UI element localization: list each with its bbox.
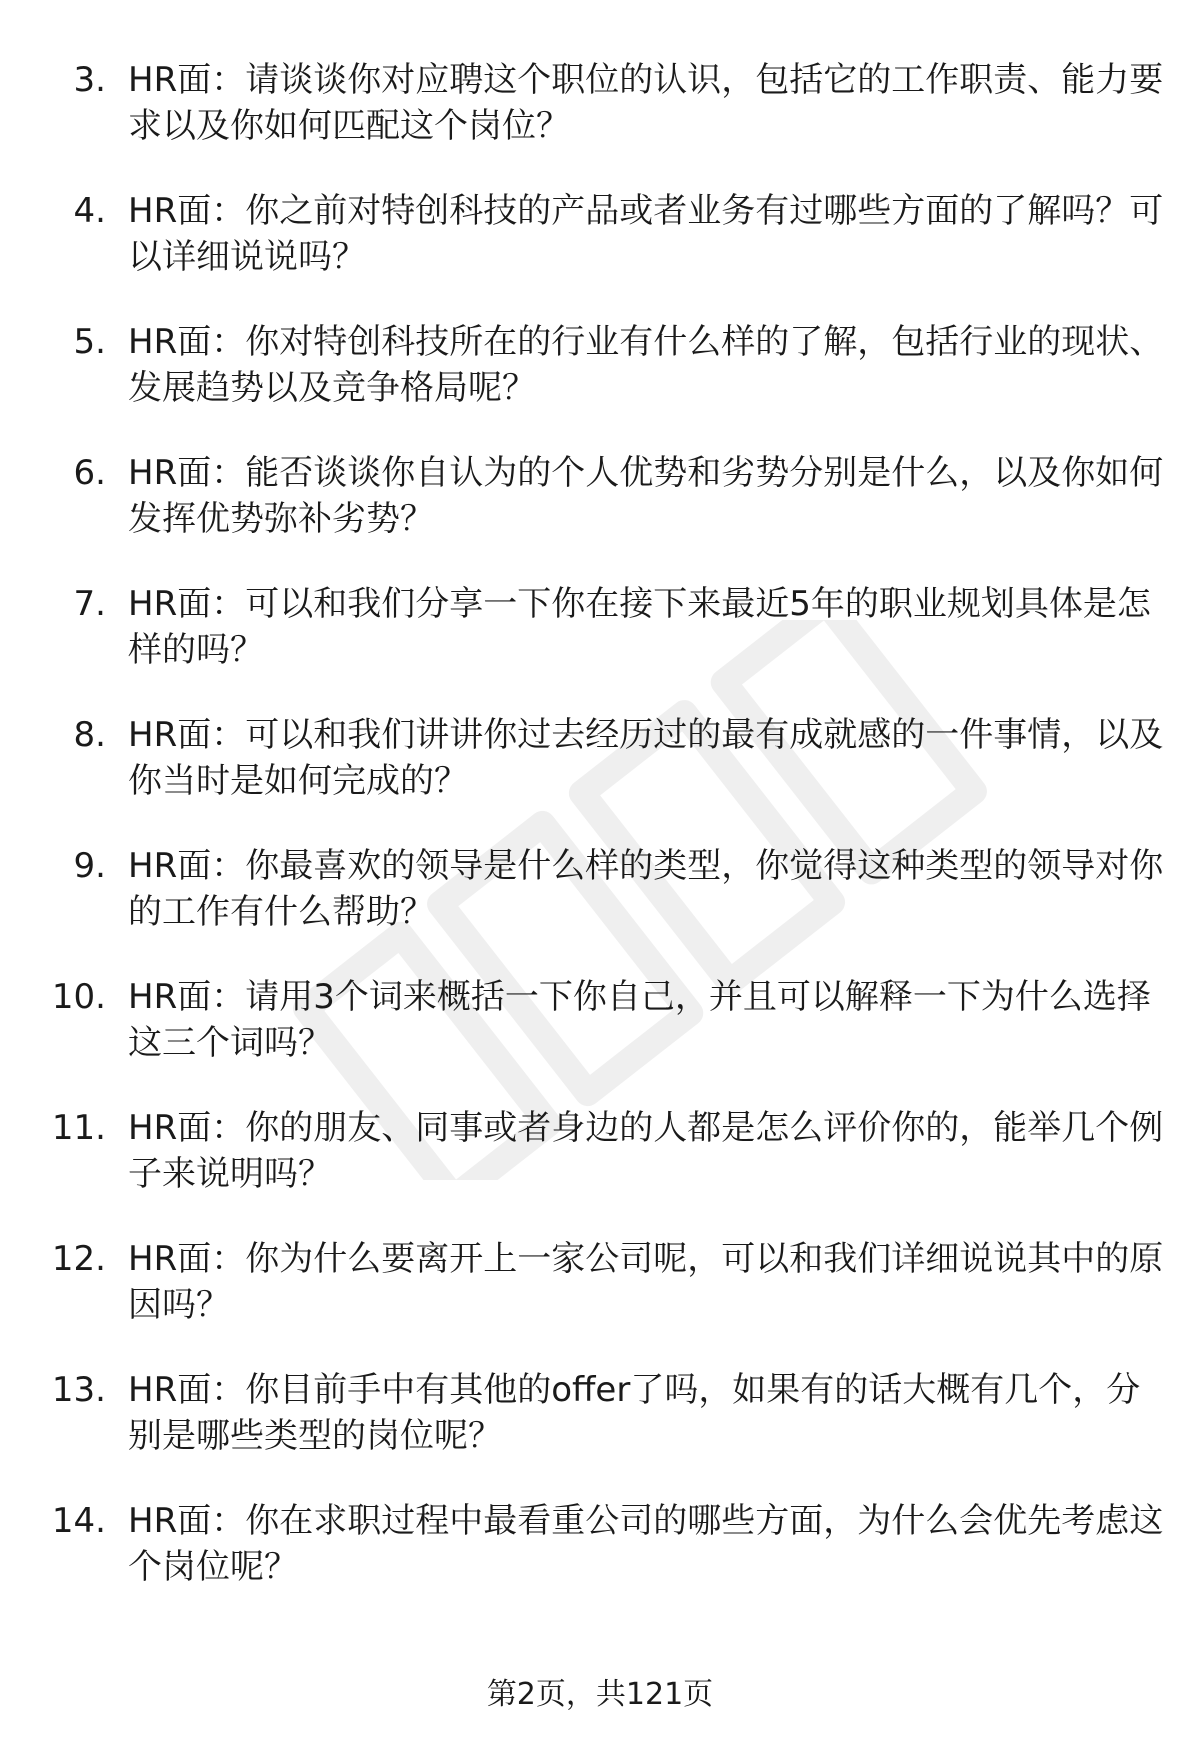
question-number: 7. [73,584,106,624]
question-item [0,1367,1200,1498]
question-item [0,188,1200,319]
question-text: HR面：你最喜欢的领导是什么样的类型，你觉得这种类型的领导对你的工作有什么帮助？ [128,846,1164,932]
question-number: 4. [73,191,106,231]
question-number: 11. [51,1108,106,1148]
question-number: 12. [51,1239,106,1279]
question-text: HR面：可以和我们讲讲你过去经历过的最有成就感的一件事情，以及你当时是如何完成的？ [128,715,1164,801]
question-item [0,843,1200,974]
question-number: 13. [51,1370,106,1410]
question-text: HR面：请用3个词来概括一下你自己，并且可以解释一下为什么选择这三个词吗？ [128,977,1151,1063]
question-number: 10. [51,977,106,1017]
question-item [0,1498,1200,1629]
question-item [0,1236,1200,1367]
question-number: 6. [73,453,106,493]
question-text: HR面：能否谈谈你自认为的个人优势和劣势分别是什么，以及你如何发挥优势弥补劣势？ [128,453,1164,539]
question-item [0,319,1200,450]
question-text: HR面：你的朋友、同事或者身边的人都是怎么评价你的，能举几个例子来说明吗？ [128,1108,1164,1194]
question-number: 14. [51,1501,106,1541]
question-item [0,57,1200,188]
question-number: 3. [73,60,106,100]
question-number: 5. [73,322,106,362]
question-number: 9. [73,846,106,886]
question-text: HR面：你对特创科技所在的行业有什么样的了解，包括行业的现状、发展趋势以及竞争格局呢？ [128,322,1164,408]
question-item [0,450,1200,581]
question-text: HR面：你之前对特创科技的产品或者业务有过哪些方面的了解吗？可以详细说说吗？ [128,191,1164,277]
question-item [0,974,1200,1105]
question-text: HR面：你在求职过程中最看重公司的哪些方面，为什么会优先考虑这个岗位呢？ [128,1501,1164,1587]
question-text: HR面：请谈谈你对应聘这个职位的认识，包括它的工作职责、能力要求以及你如何匹配这个岗位？ [128,60,1164,146]
question-text: HR面：可以和我们分享一下你在接下来最近5年的职业规划具体是怎样的吗？ [128,584,1151,670]
question-text: HR面：你目前手中有其他的offer了吗，如果有的话大概有几个，分别是哪些类型的岗位呢？ [128,1370,1141,1456]
question-list [0,57,1200,1629]
question-item [0,712,1200,843]
question-text: HR面：你为什么要离开上一家公司呢，可以和我们详细说说其中的原因吗？ [128,1239,1164,1325]
question-item [0,581,1200,712]
question-number: 8. [73,715,106,755]
question-item [0,1105,1200,1236]
page-number: 第2页，共121页 [486,1677,714,1712]
